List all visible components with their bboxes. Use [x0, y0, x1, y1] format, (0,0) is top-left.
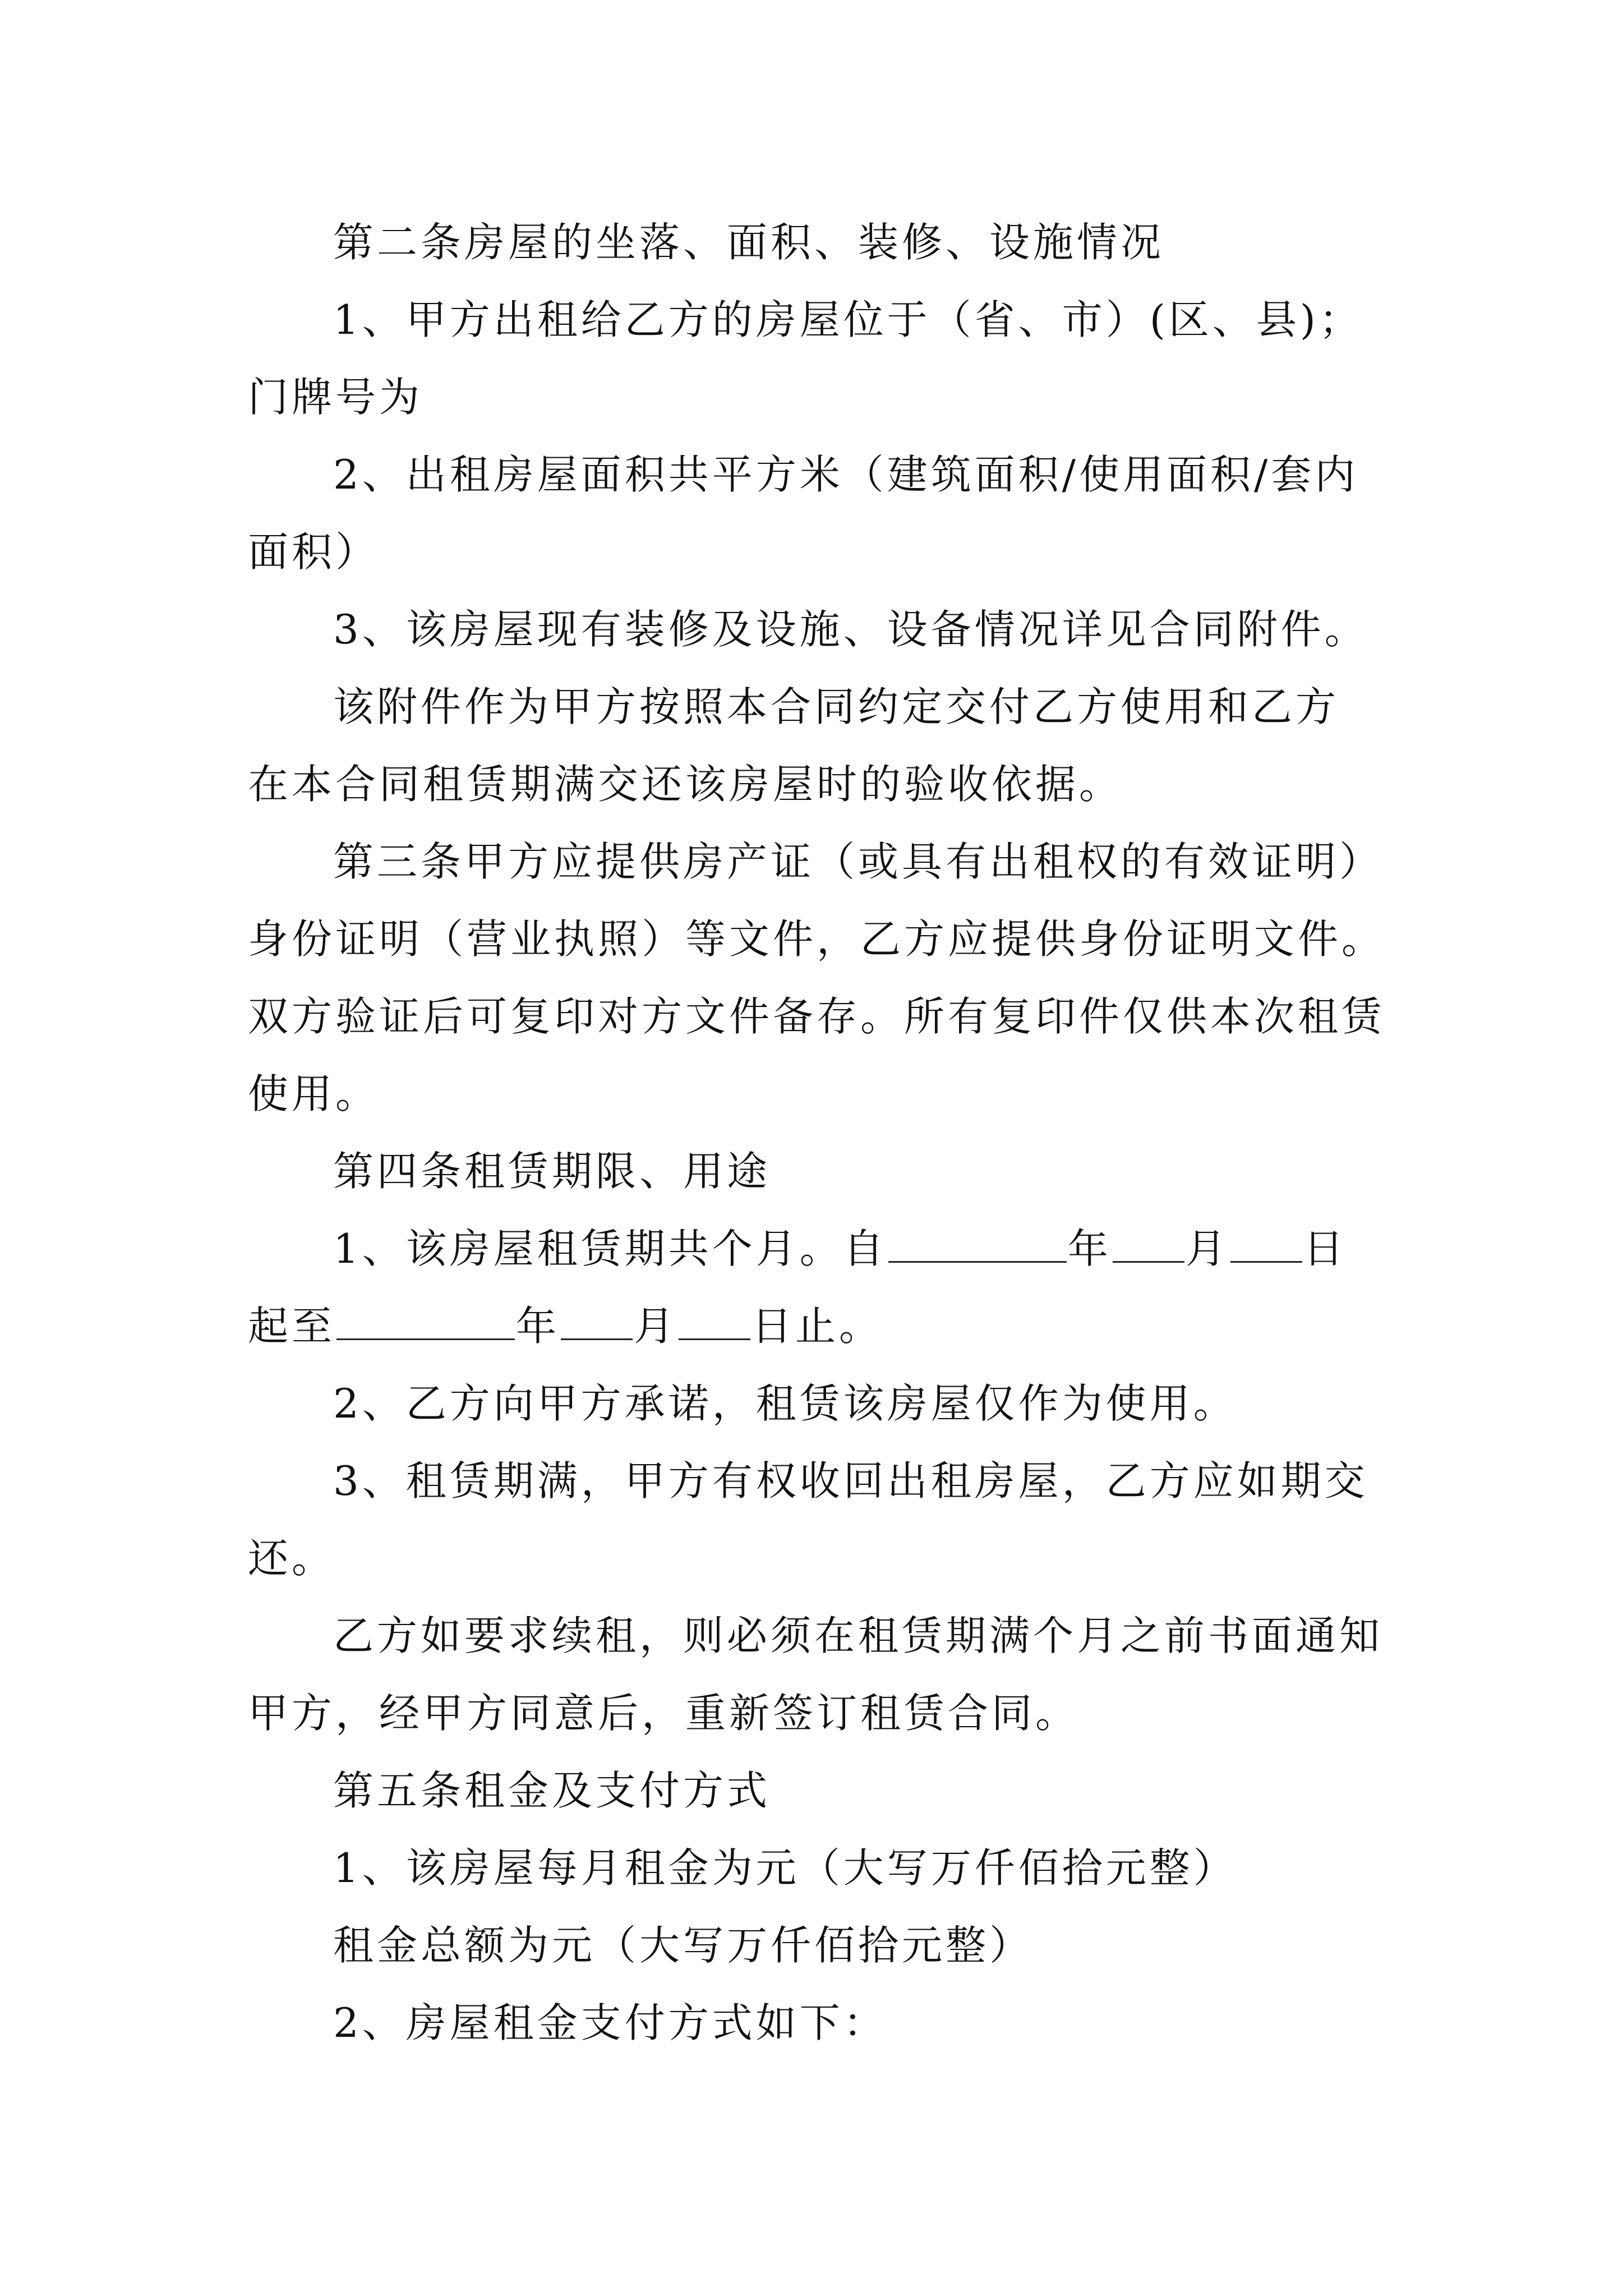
start-day-blank	[1230, 1226, 1302, 1263]
start-year-blank	[888, 1226, 1067, 1263]
paragraph-line: 双方验证后可复印对方文件备存。所有复印件仅供本次租赁	[248, 993, 1386, 1040]
year-label: 年	[516, 1303, 560, 1350]
paragraph-line: 使用。	[248, 1070, 380, 1117]
end-year-blank	[336, 1304, 515, 1340]
start-month-blank	[1113, 1226, 1184, 1263]
lease-term-prefix: 1、该房屋租赁期共个月。自	[333, 1225, 887, 1272]
paragraph-line: 还。	[248, 1535, 336, 1582]
month-label: 月	[1185, 1225, 1229, 1272]
paragraph-line: 该附件作为甲方按照本合同约定交付乙方使用和乙方	[333, 683, 1340, 730]
article-2-heading: 第二条房屋的坐落、面积、装修、设施情况	[333, 219, 1165, 266]
day-end-label: 日止。	[751, 1303, 883, 1350]
paragraph-line: 在本合同租赁期满交还该房屋时的验收依据。	[248, 761, 1123, 808]
paragraph-line: 身份证明（营业执照）等文件，乙方应提供身份证明文件。	[248, 915, 1386, 963]
article-4-heading: 第四条租赁期限、用途	[333, 1148, 771, 1195]
paragraph-line: 1、甲方出租给乙方的房屋位于（省、市）(区、县)；	[333, 296, 1363, 343]
end-day-blank	[679, 1304, 750, 1340]
article-5-heading: 第五条租金及支付方式	[333, 1767, 771, 1814]
paragraph-line: 门牌号为	[248, 374, 423, 421]
paragraph-line: 甲方，经甲方同意后，重新签订租赁合同。	[248, 1690, 1080, 1737]
lease-term-line-1	[333, 1221, 1347, 1277]
paragraph-line: 2、房屋租金支付方式如下：	[333, 1999, 887, 2046]
year-label: 年	[1067, 1225, 1112, 1272]
paragraph-line: 2、乙方向甲方承诺，租赁该房屋仅作为使用。	[333, 1380, 1237, 1427]
paragraph-line: 3、该房屋现有装修及设施、设备情况详见合同附件。	[333, 606, 1368, 653]
paragraph-line: 面积）	[248, 528, 380, 576]
lease-term-line-2	[248, 1298, 883, 1354]
paragraph-line: 3、租赁期满，甲方有权收回出租房屋，乙方应如期交	[333, 1457, 1368, 1504]
end-month-blank	[561, 1304, 633, 1340]
paragraph-line: 乙方如要求续租，则必须在租赁期满个月之前书面通知	[333, 1612, 1384, 1659]
paragraph-line: 2、出租房屋面积共平方米（建筑面积/使用面积/套内	[333, 451, 1359, 498]
article-3-text: 第三条甲方应提供房产证（或具有出租权的有效证明）	[333, 838, 1384, 885]
month-label: 月	[634, 1303, 678, 1350]
paragraph-line: 1、该房屋每月租金为元（大写万仟佰拾元整）	[333, 1844, 1237, 1892]
lease-term-until: 起至	[248, 1303, 336, 1350]
paragraph-line: 租金总额为元（大写万仟佰拾元整）	[333, 1922, 1034, 1969]
day-label: 日	[1303, 1225, 1347, 1272]
